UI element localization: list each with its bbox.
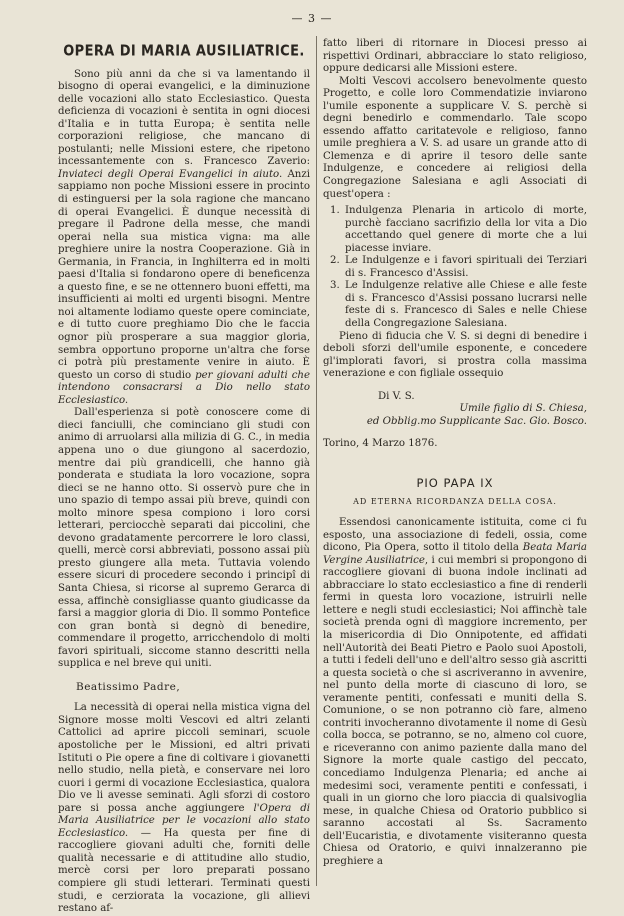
brief-title: PIO PAPA IX xyxy=(416,475,494,490)
signature-date: Torino, 4 Marzo 1876. xyxy=(323,438,438,450)
brief-text: Essendosi canonicamente istituita, come ci fu esposto, una associazione di fedeli, ossia, come dicono, Pia Opera, sotto il titolo della xyxy=(323,517,587,554)
signature-salutation: Di V. S. xyxy=(378,390,415,402)
closing-paragraph: Pieno di fiducia che V. S. si degni di benedire i deboli sforzi dell'umile esponente, e concedere gl'implorati favori, si prostra colla massima venerazione e con figliale ossequio xyxy=(323,330,587,380)
right-column xyxy=(323,38,587,868)
left-column xyxy=(58,38,310,916)
list-item: 1. Indulgenza Plenaria in articolo di morte, purchè facciano sacrifizio della lor vita a Dio accettando quel genere di morte che a lui piacesse inviare. xyxy=(343,205,587,255)
list-item: 2. Le Indulgenze e i favori spirituali dei Terziari di s. Francesco d'Assisi. xyxy=(343,255,587,280)
petition-text: La necessità di operai nella mistica vigna del Signore mosse molti Vescovi ed altri zelanti Cattolici ad aprire piccoli seminari, scuole apostoliche per le Missioni, ed altri privati Istituti o Pie opere a fine di coltivare i giovanetti nello studio, nella pietà, e conservare nei loro cuori i germi di vocazione Ecclesiastica, qualora Dio ve li avesse seminati. Agli sforzi di costoro pare si possa anche aggiungere xyxy=(58,702,310,814)
intro-text: Sono più anni da che si va lamentando il bisogno di operai evangelici, e la diminuzione delle vocazioni allo stato Ecclesiastico. Questa deficienza di vocazioni è sentita in ogni diocesi d'Italia e in tutta Europa; è sentita nelle corporazioni religiose, che mancano di postulanti; nelle Missioni estere, che ripetono incessantemente con s. Francesco Zaverio: xyxy=(58,68,310,168)
page-number: — 3 — xyxy=(291,12,333,25)
signature-line-2: ed Obblig.mo Supplicante Sac. Gio. Bosco. xyxy=(366,415,587,427)
continuation-paragraph: fatto liberi di ritornare in Diocesi presso ai rispettivi Ordinari, abbracciare lo stato religioso, oppure dedicarsi alle Missioni estere. xyxy=(323,38,587,75)
intro-paragraph xyxy=(58,69,310,408)
intro-text-continued: Anzi sappiamo non poche Missioni essere in procinto di estinguersi per la sola ragione che mancano di operai Evangelici. È dunque necessità di pregare il Padrone della messe, che mandi operai nella sua mistica vigna: ma alle preghiere unire la nostra Cooperazione. Già in Germania, in Francia, in Inghilterra ed in molti paesi d'Italia si fondarono opere di beneficenza a questo fine, e se ne ottennero buoni effetti, ma insufficienti ai molti ed urgenti bisogni. Mentre noi altamente lodiamo queste opere cominciate, e di tutto cuore preghiamo Dio che le faccia ognor più prosperare a sua maggior gloria, sembra opportuno proporne un'altra che forse ci potrà più prestamente venire in aiuto. È questo un corso di studio xyxy=(58,168,310,381)
brief-subtitle: AD ETERNA RICORDANZA DELLA COSA. xyxy=(353,496,557,506)
brief-title-italic: Beata Maria Vergine Ausiliatrice xyxy=(323,542,587,566)
intro-emphasis: per giovani adulti che intendono consacrarsi a Dio nello stato Ecclesiastico. xyxy=(58,369,310,406)
bishops-paragraph: Molti Vescovi accolsero benevolmente questo Progetto, e colle loro Commendatizie inviarono l'umile esponente a supplicare V. S. perchè si degni benedirlo e commendarlo. Tale scopo essendo affatto caritatevole e religioso, fanno umile preghiera a V. S. ad usare un grande atto di Clemenza e di aprire il tesoro delle sante Indulgenze, e concedere ai religiosi della Congregazione Salesiana e agli Associati di quest'opera : xyxy=(323,75,587,200)
indulgence-list xyxy=(323,205,587,330)
salutation: Beatissimo Padre, xyxy=(76,680,181,693)
intro-quote: Inviateci degli Operai Evangelici in aiuto. xyxy=(58,168,283,180)
petition-opera-name: l'Opera di Maria Ausiliatrice per le vocazioni allo stato Ecclesiastico. xyxy=(58,802,310,839)
article-title: OPERA DI MARIA AUSILIATRICE. xyxy=(63,42,305,61)
signature-line-1: Umile figlio di S. Chiesa, xyxy=(459,403,587,415)
petition-paragraph xyxy=(58,702,310,915)
list-item: 3. Le Indulgenze relative alle Chiese e alle feste di s. Francesco d'Assisi possano lucrarsi nelle feste di s. Francesco di Sales e nelle Chiese della Congregazione Salesiana. xyxy=(343,280,587,330)
brief-text-continued: , i cui membri si propongono di raccogliere giovani di buona indole inclinati ad abbracciare lo stato ecclesiastico a fine di renderli fermi in questa loro vocazione, istruirli nelle lettere e negli studi ecclesiastici; Noi affinchè tale società prenda ogni dì maggiore incremento, per la misericordia di Dio Onnipotente, ed affidati nell'Autorità dei Beati Pietro e Paolo suoi Apostoli, a tutti i fedeli dell'uno e dell'altro sesso già ascritti a questa società o che si ascriveranno in avvenire, nel punto della morte di ciascuno di loro, se veramente pentiti, confessati e muniti della S. Comunione, o se non potranno ciò fare, almeno contriti invocheranno divotamente il nome di Gesù colla bocca, se potranno, se no, almeno col cuore, e riceveranno con animo paziente dalla mano del Signore la morte quale castigo del peccato, concediamo Indulgenza Plenaria; ed anche ai medesimi soci, veramente pentiti e confessati, i quali in un giorno che loro piaccia di qualsivoglia mese, in qualche Chiesa od Oratorio pubblico si saranno accostati al Ss. Sacramento dell'Eucaristia, e divotamente visiteranno questa Chiesa od Oratorio, e quivi innalzeranno pie preghiere a xyxy=(323,554,587,867)
column-divider xyxy=(316,36,317,886)
petition-text-continued: — Ha questa per fine di raccogliere giovani adulti che, forniti delle qualità necessarie e di attitudine allo studio, mercè corsi per loro preparati possano compiere gli studi letterari. Terminati questi studi, e cerziorata la vocazione, gli allievi restano af- xyxy=(58,827,310,915)
brief-paragraph xyxy=(323,517,587,868)
signature-block xyxy=(323,391,587,451)
experience-paragraph: Dall'esperienza si potè conoscere come di dieci fanciulli, che cominciano gli studi con animo di arruolarsi alla milizia di G. C., in media appena uno o due giungono al sacerdozio, mentre dai più grandicelli, che hanno già ponderata e studiata la loro vocazione, sopra dieci se ne hanno otto. Si osservò pure che in uno spazio di tempo assai più breve, quindi con molto minore spesa compiono i loro corsi letterari, perciocchè separati dai piccolini, che devono gradatamente percorrere le loro classi, quelli, mercè corsi abbreviati, possono assai più presto giungere alla meta. Tuttavia volendo essere sicuri di procedere secondo i principî di Santa Chiesa, si ricorse al supremo Gerarca di essa, affinchè consigliasse quanto giudicasse da farsi a maggior gloria di Dio. Il sommo Pontefice con gran bontà si degnò di benedire, commendare il progetto, arricchendolo di molti favori spirituali, siccome stanno descritti nella supplica e nel breve qui uniti. xyxy=(58,407,310,670)
